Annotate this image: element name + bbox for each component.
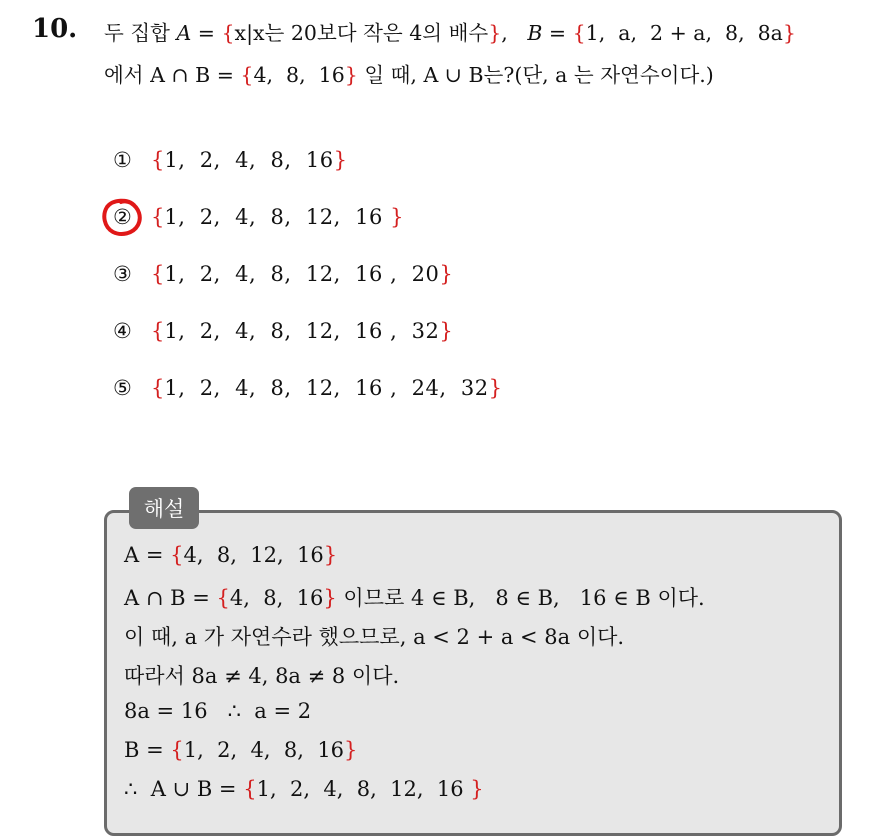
solution-text: 이 때, a 가 자연수라 했으므로, a < 2 + a < 8a 이다. (124, 625, 625, 649)
solution-text: ∴ A ∪ B = (124, 777, 244, 801)
equals-sign: = (542, 21, 573, 45)
brace-open: { (151, 262, 165, 286)
brace-open: { (170, 738, 184, 762)
choice-3[interactable] (113, 262, 453, 286)
solution-line-4 (124, 660, 399, 690)
brace-open: { (243, 777, 257, 801)
question-text: 일 때, A ∪ B는?(단, a 는 자연수이다.) (357, 63, 714, 87)
solution-line-2 (124, 582, 705, 612)
question-number: 10. (32, 14, 78, 44)
set-b-elements: 1, a, 2 + a, 8, 8a (585, 21, 783, 45)
set-elements: 1, 2, 4, 8, 12, 16 (256, 777, 471, 801)
set-b-symbol: B (527, 21, 543, 45)
solution-text: A ∩ B = (124, 586, 217, 610)
choice-values: 1, 2, 4, 8, 16 (164, 148, 334, 172)
choice-marker: ① (113, 148, 132, 172)
brace-close: } (344, 63, 358, 87)
solution-line-5 (124, 699, 311, 723)
separator: , (501, 21, 528, 45)
solution-text: 이므로 4 ∈ B, 8 ∈ B, 16 ∈ B 이다. (336, 586, 705, 610)
brace-close: } (333, 148, 348, 172)
brace-close: } (344, 738, 358, 762)
brace-open: { (572, 21, 586, 45)
brace-close: } (470, 777, 484, 801)
brace-close: } (488, 376, 502, 400)
brace-open: { (151, 319, 165, 343)
solution-text: A = (124, 543, 171, 567)
brace-open: { (221, 21, 235, 45)
choice-values: 1, 2, 4, 8, 12, 16 , 24, 32 (164, 376, 489, 400)
answer-circle-mark (101, 197, 143, 237)
set-elements: 1, 2, 4, 8, 16 (183, 738, 345, 762)
choice-marker: ② (113, 205, 132, 229)
brace-open: { (216, 586, 230, 610)
choice-marker: ⑤ (113, 376, 132, 400)
choice-marker: ④ (113, 319, 132, 343)
question-text: 두 집합 (104, 21, 177, 45)
brace-close: } (439, 262, 453, 286)
choice-1[interactable] (113, 148, 347, 172)
solution-line-7 (124, 777, 484, 801)
choice-values: 1, 2, 4, 8, 12, 16 , 20 (164, 262, 440, 286)
choice-4[interactable] (113, 319, 453, 343)
choice-values: 1, 2, 4, 8, 12, 16 , 32 (164, 319, 440, 343)
question-text: 에서 A ∩ B = (104, 63, 241, 87)
solution-text: 8a = 16 ∴ a = 2 (124, 699, 312, 723)
set-a-symbol: A (176, 21, 192, 45)
brace-open: { (240, 63, 254, 87)
intersection-elements: 4, 8, 16 (253, 63, 345, 87)
choice-marker: ③ (113, 262, 132, 286)
brace-close: } (488, 21, 502, 45)
brace-open: { (151, 205, 165, 229)
brace-close: } (782, 21, 796, 45)
choice-2[interactable] (113, 205, 403, 229)
brace-close: } (323, 586, 337, 610)
set-elements: 4, 8, 16 (229, 586, 324, 610)
solution-text: 따라서 8a ≠ 4, 8a ≠ 8 이다. (124, 664, 400, 688)
solution-line-3 (124, 621, 624, 651)
brace-open: { (151, 148, 165, 172)
question-line-2 (104, 58, 714, 88)
set-elements: 4, 8, 12, 16 (183, 543, 324, 567)
brace-close: } (439, 319, 453, 343)
question-line-1 (104, 16, 796, 46)
solution-tab: 해설 (129, 487, 199, 529)
equals-sign: = (191, 21, 222, 45)
solution-line-1 (124, 543, 337, 567)
brace-close: } (323, 543, 338, 567)
choice-values: 1, 2, 4, 8, 12, 16 (164, 205, 391, 229)
brace-close: } (390, 205, 404, 229)
solution-line-6 (124, 738, 357, 762)
brace-open: { (170, 543, 184, 567)
brace-open: { (151, 376, 165, 400)
choice-5[interactable] (113, 376, 502, 400)
set-a-definition: x|x는 20보다 작은 4의 배수 (234, 21, 489, 45)
solution-text: B = (124, 738, 171, 762)
